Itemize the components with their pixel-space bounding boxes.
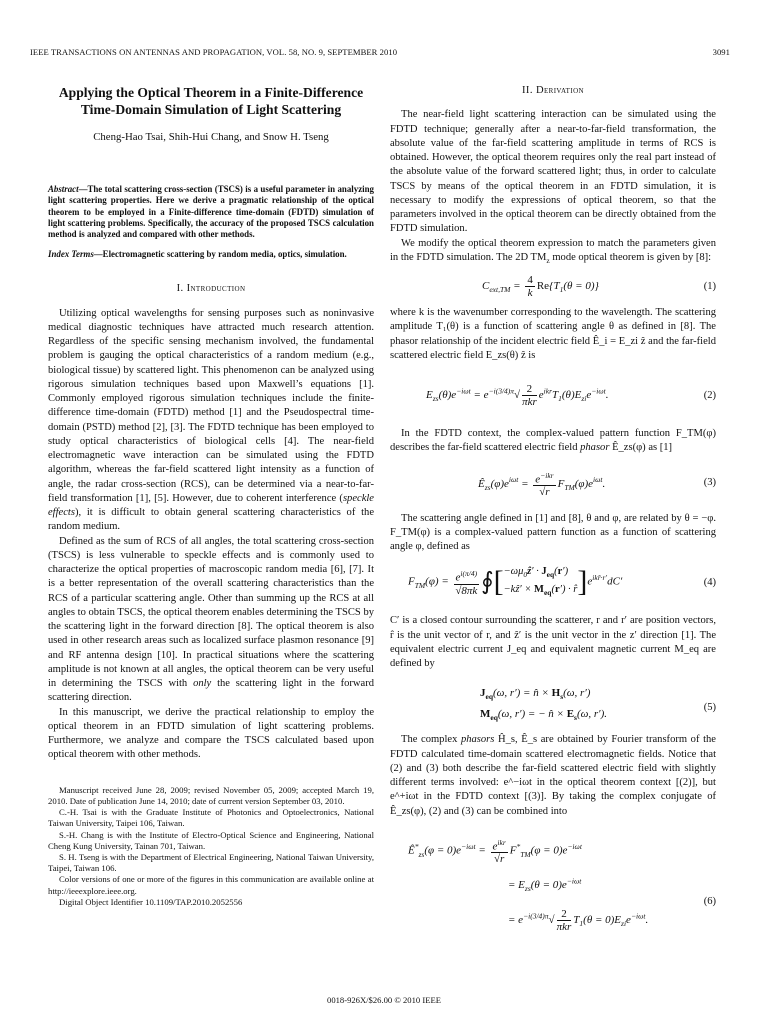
- footnote-color: Color versions of one or more of the figures in this communication are available online at http://ieeexplore.ieee.org.: [48, 874, 374, 896]
- left-column: [48, 84, 374, 908]
- intro-paragraph-3: In this manuscript, we derive the practical relationship to employ the optical theorem in an FDTD simulation of light scattering problems. Furthermore, we analyze and compare the TSCS calculated based upon optical theorem with other methods.: [48, 706, 374, 761]
- text-after-eq1: where k is the wavenumber corresponding to the wavelength. The scattering amplitude T₁(θ) is a function of scattering angle θ as defined in [8]. The phasor relationship of the incident electric field Ê_i = E_zi ẑ and the far-field scattered electric field E_zs(θ) ẑ is: [390, 307, 716, 361]
- text-after-eq5: The complex phasors Ĥ_s, Ê_s are obtained by Fourier transform of the FDTD calculated time-domain scattered electromagnetic fields. Notice that (2) and (3) both describe the far-field scattered electric field with slightly different terms involved: e^−iωt in the optical theorem context [(2)], but e^+iωt in the FDTD context [(3)]. By taking the complex conjugate of Ê_zs(φ), (2) and (3) can be combined into: [390, 734, 716, 817]
- index-terms-text: —Electromagnetic scattering by random media, optics, simulation.: [93, 249, 347, 260]
- equation-3: $Ê_{zs}(\varphi)e^{i\omega t}$ = $\frac{e^{-ikr}}{√r}$ $F_{TM}(\varphi)e^{i\omega t}$. (3): [478, 470, 716, 499]
- footnotes: [48, 785, 374, 908]
- abstract-text: —The total scattering cross-section (TSCS) is a useful parameter in analyzing light scattering properties. Here we derive a pragmatic relationship of the optical theorem to be employed in a Finite-difference time-domain (FDTD) simulation of light scattering problems. Specifically, the accuracy of the proposed TSCS calculation method is analyzed and compared with other methods.: [48, 184, 374, 240]
- footnote-author-3: S. H. Tseng is with the Department of Electrical Engineering, National Taiwan University, Taipei, Taiwan 106.: [48, 851, 374, 874]
- footnote-author-2: S.-H. Chang is with the Institute of Electro-Optical Science and Engineering, National Cheng Kung University, Tainan 701, Taiwan.: [48, 829, 374, 851]
- text-after-eq3: The scattering angle defined in [1] and [8], θ and φ, are related by θ = −φ. F_TM(φ) is a complex-valued pattern function as a function of scattering angle φ, defined as: [390, 512, 716, 553]
- intro-paragraph-2: Defined as the sum of RCS of all angles, the total scattering cross-section (TSCS) is less vulnerable to speckle effects and is commonly used to characterize the optical properties of macroscopic random media [6], [7]. It is a better representation of the overall scattering characteristics than the RCS of a particular scattering angle. Other than summing up the RCS at all angles to obtain TSCS, the optical theorem enables determining the TSCS by the scattering light in the forward direction [8]. The optical theorem is also used in other research areas such as localized surface plasmon resonance [9] and RF antenna design [10]. In practical situations where the scattering amplitude is not known at all angles, the optical theorem can be very useful in determining the TSCS with only the scattering light in the forward scattering direction.: [48, 535, 374, 704]
- title-line-2: Time-Domain Simulation of Light Scattering: [80, 102, 342, 117]
- footnote-author-1: C.-H. Tsai is with the Graduate Institute of Photonics and Optoelectronics, National Taiwan University, Taipei 106, Taiwan.: [48, 807, 374, 829]
- equation-5: $J_{eq}(\omega$, r′) = n̂ × $H_s(\omega$, r′) $M_{eq}(\omega$, r′) = − n̂ × $E_s(\omega$, r′). (5): [480, 687, 716, 722]
- equation-number-4: (4): [703, 577, 716, 589]
- equation-6: $Ê^*_{zs}(\varphi = 0)e^{-i\omega t}$ = $\frac{e^{ikr}}{√r}$ $F^*_{TM}(\varphi = 0)e^{-i\omega t}$ = $E_{zs}(\theta = 0)e^{-i\omega t}$ = $e^{-i(3/4)\pi}√$ $\frac{2}{\text{πkr}}$ $T_1(\theta = 0)E_{zi}e^{-i\omega t}$. (6): [408, 837, 716, 934]
- derivation-paragraph-2: We modify the optical theorem expression to match the parameters given in the FDTD simulation. The 2D $TM_z$ mode optical theorem is given by [8]:: [390, 237, 716, 265]
- footnote-doi: Digital Object Identifier 10.1109/TAP.2010.2052556: [59, 896, 243, 907]
- index-terms-label: Index Terms: [48, 249, 94, 260]
- text-after-eq2: In the FDTD context, the complex-valued pattern function F_TM(φ) describes the far-field scattered electric field phasor Ê_zs(φ) as [1]: [390, 428, 716, 454]
- footnote-manuscript: Manuscript received June 28, 2009; revised November 05, 2009; accepted March 19, 2010. Date of publication June 14, 2010; date of current version September 03, 2010.: [48, 784, 374, 806]
- equation-4: $F_{TM}(\varphi)$ = $\frac{e^{i(\pi/4)}}{√8\pi k}$ $∮[-\omega\mu_0ẑ' \cdot J_{eq}(r')$ −kẑ′ × $M_{eq}(r')$ · $r̂]e^{ikr̂\cdot r'}dC'$ (4): [408, 565, 716, 599]
- index-terms: [48, 249, 374, 260]
- text-after-eq4: C′ is a closed contour surrounding the scatterer, r and r′ are position vectors, r̂ is the unit vector of r, and ẑ′ is the unit vector in the z′ direction [1]. The equivalent electric current J_eq and equivalent magnetic current M_eq are defined by: [390, 615, 716, 670]
- authors: Cheng-Hao Tsai, Shih-Hui Chang, and Snow H. Tseng: [93, 131, 329, 143]
- title-line-1: Applying the Optical Theorem in a Finite-Difference: [58, 85, 364, 100]
- intro-paragraph-1: Utilizing optical wavelengths for sensing purposes such as noninvasive medical diagnostic techniques have attracted much research attention. Regardless of the specific sensing mechanism involved, the fundamental problem is gauging the optical characteristics of a random medium (e.g., biological tissue) by scattered light. This phenomenon can be analyzed using rigorous simulation techniques based upon Maxwell’s equations [1]. Commonly employed rigorous simulation techniques include the finite-difference time-domain (FDTD) method [1] and the Pseudospectral time-domain (PSTD) method [2], [3]. The FDTD technique has been employed to study optical characteristics of biological cells [4]. The near-field electromagnetic wave interaction can be simulated using the FDTD algorithm, whereas the far-field scattered light intensity as a function of angle, the radar cross-section (RCS), can be determined via a near-to-far-field transformation [1], [5]. However, due to coherent interference (speckle effects), it is difficult to obtain general scattering characteristics of the random medium.: [48, 307, 374, 533]
- equation-1: $C_{ext,TM}$ = $\frac{4}{k}$ $Re\{T_1(\theta = 0)\}$ (1): [482, 274, 716, 300]
- journal-name: IEEE TRANSACTIONS ON ANTENNAS AND PROPAGATION, VOL. 58, NO. 9, SEPTEMBER 2010: [30, 47, 398, 57]
- abstract-label: Abstract: [48, 184, 79, 195]
- equation-number-2: (2): [703, 390, 716, 402]
- copyright-footer: 0018-926X/$26.00 © 2010 IEEE: [327, 995, 441, 1005]
- equation-number-6: (6): [703, 895, 716, 907]
- derivation-paragraph-1: The near-field light scattering interaction can be simulated using the FDTD technique; generally after a near-to-far-field transformation, the absolute value of the far-field scattering amplitude in terms of RCS is obtained. However, the optical theorem requires only the real part instead of the absolute value of the forward scattered light; thus, in order to calculate TSCS by means of the optical theorem in an FDTD simulation, it is necessary to modify the expressions of optical theorem, so that the parameters involved in the optical theorem can be directly obtained from the FDTD simulation.: [390, 109, 716, 235]
- equation-number-3: (3): [703, 476, 716, 488]
- page-number: 3091: [712, 47, 730, 57]
- right-column: [390, 84, 716, 949]
- section-heading-intro: I. Introduction: [176, 283, 246, 295]
- section-heading-derivation: II. Derivation: [522, 85, 584, 96]
- paper-title: [48, 84, 374, 118]
- equation-2: $E_{zs}(\theta)e^{-i\omega t} = e^{-i(3/4)\pi}√$ $\frac{2}{\text{πkr}}$ $e^{ikr}T_1(\theta)E_{zi}e^{-i\omega t}$. (2): [426, 383, 716, 409]
- running-header: [30, 47, 730, 57]
- abstract: [48, 184, 374, 240]
- equation-number-5: (5): [703, 702, 716, 714]
- equation-number-1: (1): [703, 281, 716, 293]
